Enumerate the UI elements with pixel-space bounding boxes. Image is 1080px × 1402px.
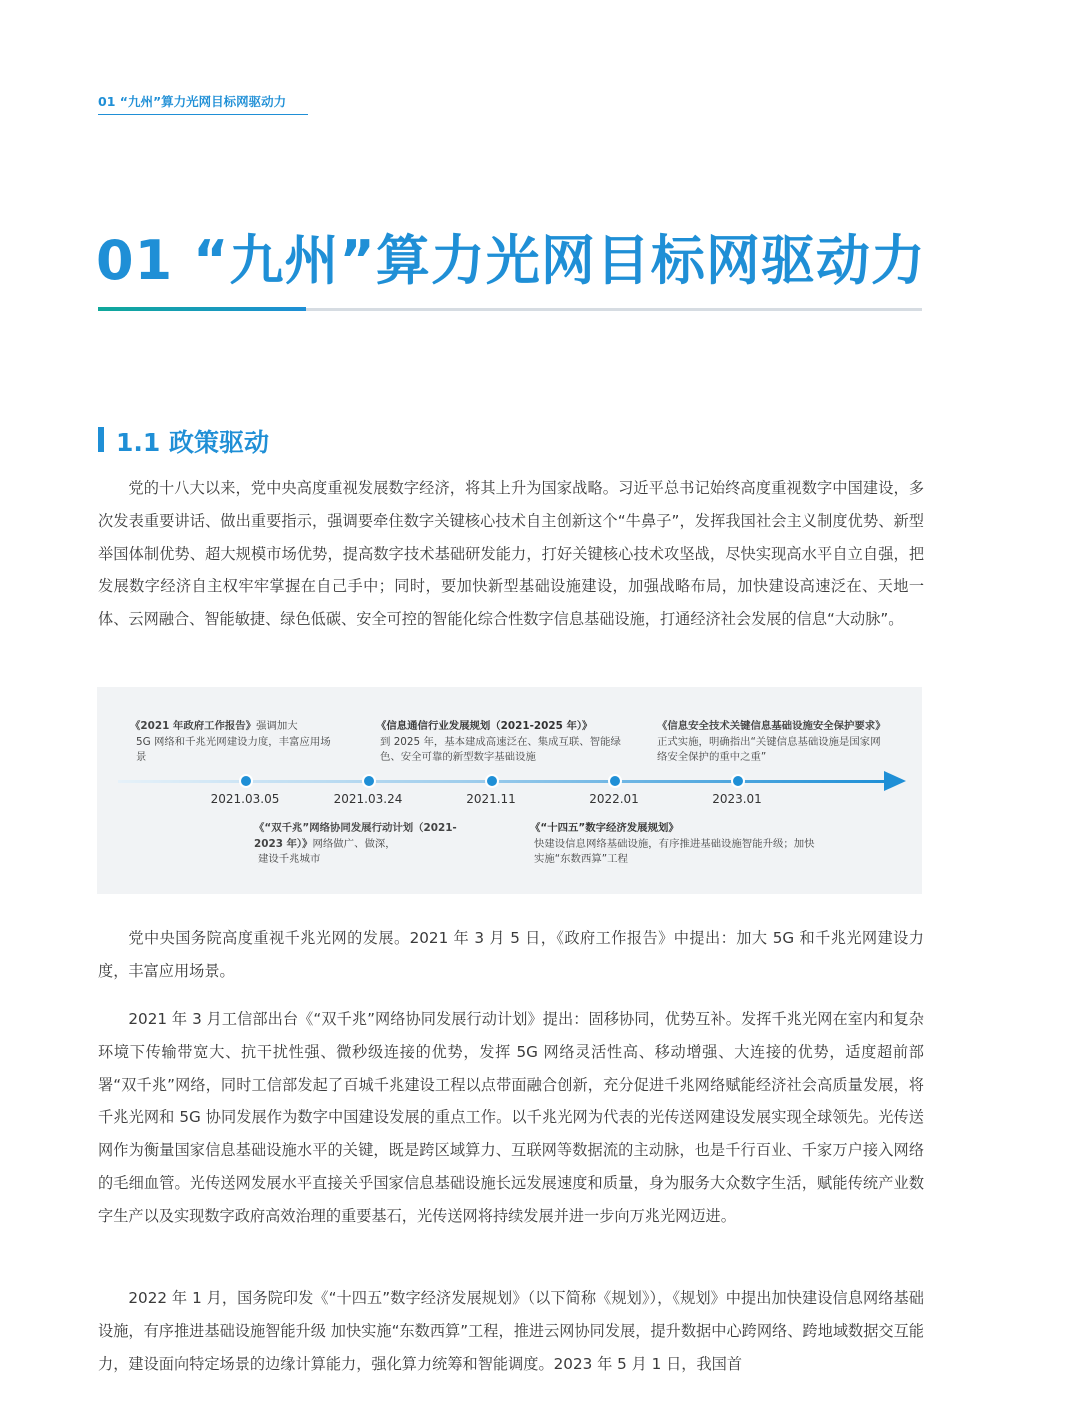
paragraph-4: 2022 年 1 月，国务院印发《“十四五”数字经济发展规划》（以下简称《规划》），《规划》中提出加快建设信息网络基础设施，有序推进基础设施智能升级 加快实施“东数西算”工程，推进云网协同发展，提升数据中心跨网络、跨地域数据交互能力，建设面向特定场景的边缘计算能力，强化算力统筹和智能调度。2023 年 5 月 1 日，我国首 (98, 1289, 924, 1373)
running-header-rule (98, 114, 308, 115)
timeline-date: 2023.01 (712, 792, 762, 806)
timeline-date: 2022.01 (589, 792, 639, 806)
paragraph-2: 党中央国务院高度重视千兆光网的发展。2021 年 3 月 5 日，《政府工作报告》中提出：加大 5G 和千兆光网建设力度，丰富应用场景。 (98, 929, 924, 980)
timeline-event-title: 《信息安全技术关键信息基础设施安全保护要求》正式实施，明确指出“关键信息基础设施是国家网络安全保护的重中之重” (657, 720, 886, 763)
running-header: 01 “九州”算力光网目标网驱动力 (98, 94, 287, 109)
timeline-event-title: 《“双千兆”网络协同发展行动计划（2021-2023 年）》网络做广、做深， (254, 822, 457, 850)
timeline-date: 2021.11 (466, 792, 516, 806)
timeline-event-title: 《2021 年政府工作报告》强调加大 (130, 720, 298, 732)
title-divider-accent (98, 307, 306, 311)
timeline-dot (239, 774, 253, 788)
timeline-event-desc: 建设千兆城市 (258, 853, 321, 865)
timeline-date: 2021.03.24 (333, 792, 403, 806)
timeline-event-desc: 5G 网络和千兆光网建设力度，丰富应用场景 (136, 735, 331, 763)
timeline-date: 2021.03.05 (210, 792, 280, 806)
timeline-dot (362, 774, 376, 788)
paragraph-1: 党的十八大以来，党中央高度重视发展数字经济，将其上升为国家战略。习近平总书记始终高度重视数字中国建设，多次发表重要讲话、做出重要指示，强调要牵住数字关键核心技术自主创新这个“牛鼻子”，发挥我国社会主义制度优势、新型举国体制优势、超大规模市场优势，提高数字技术基础研发能力，打好关键核心技术攻坚战，尽快实现高水平自立自强，把发展数字经济自主权牢牢掌握在自己手中；同时，要加快新型基础设施建设，加强战略布局，加快建设高速泛在、天地一体、云网融合、智能敏捷、绿色低碳、安全可控的智能化综合性数字信息基础设施，打通经济社会发展的信息“大动脉”。 (98, 479, 924, 629)
timeline-event-4 (530, 821, 820, 868)
timeline-event-2 (254, 821, 474, 868)
timeline-event-title: 《“十四五”数字经济发展规划》 (530, 822, 679, 834)
timeline-event-1 (130, 719, 335, 766)
paragraph-3: 2021 年 3 月工信部出台《“双千兆”网络协同发展行动计划》提出：固移协同，优势互补。发挥千兆光网在室内和复杂环境下传输带宽大、抗干扰性强、微秒级连接的优势，发挥 5G 网络灵活性高、移动增强、大连接的优势，适度超前部署“双千兆”网络，同时工信部发起了百城千兆建设工程以点带面融合创新，充分促进千兆网络赋能经济社会高质量发展，将千兆光网和 5G 协同发展作为数字中国建设发展的重点工作。以千兆光网为代表的光传送网建设发展实现全球领先。光传送网作为衡量国家信息基础设施水平的关键，既是跨区域算力、互联网等数据流的主动脉，也是千行百业、千家万户接入网络的毛细血管。光传送网发展水平直接关乎国家信息基础设施长远发展速度和质量，身为服务大众数字生活，赋能传统产业数字生产以及实现数字政府高效治理的重要基石，光传送网将持续发展并进一步向万兆光网迈进。 (98, 1010, 924, 1225)
timeline-dot (485, 774, 499, 788)
timeline-event-desc: 到 2025 年，基本建成高速泛在、集成互联、智能绿色、安全可靠的新型数字基础设施 (380, 735, 621, 763)
timeline-event-title: 《信息通信行业发展规划（2021-2025 年）》 (376, 720, 593, 732)
timeline-arrow-icon (884, 771, 906, 791)
section-heading: 1.1 政策驱动 (116, 428, 269, 457)
timeline-event-3 (376, 719, 631, 766)
timeline-event-5 (657, 719, 887, 766)
timeline-axis (118, 780, 888, 783)
timeline-dot (731, 774, 745, 788)
chapter-title: 01 “九州”算力光网目标网驱动力 (96, 229, 926, 292)
section-marker (98, 427, 104, 452)
timeline-dot (608, 774, 622, 788)
timeline-event-desc: 快建设信息网络基础设施，有序推进基础设施智能升级；加快实施“东数西算”工程 (534, 837, 815, 865)
